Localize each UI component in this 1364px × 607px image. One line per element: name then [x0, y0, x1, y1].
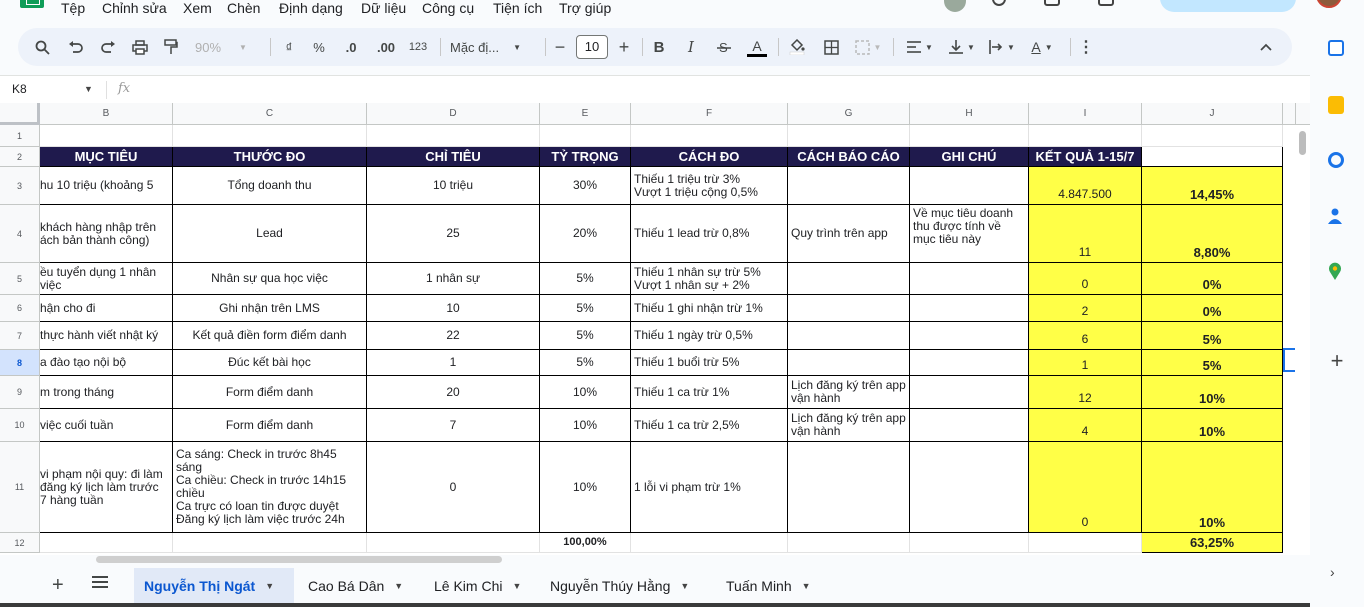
result-score-cell[interactable]: 10% — [1142, 376, 1283, 409]
table-cell[interactable]: Thiếu 1 nhân sự trừ 5% Vượt 1 nhân sự + 2% — [631, 263, 788, 295]
table-cell[interactable]: Ca sáng: Check in trước 8h45 sáng Ca chiều: Check in trước 14h15 chiều Ca trực có loan tin được duyệt Đăng ký lịch làm việc trước 24h — [173, 442, 367, 533]
row-header[interactable]: 7 — [0, 322, 40, 350]
undo-icon[interactable] — [65, 28, 85, 66]
chevron-down-icon: ▼ — [925, 42, 933, 52]
menu-extensions[interactable]: Tiện ích — [493, 0, 543, 16]
chevron-down-icon: ▼ — [239, 42, 247, 52]
table-cell[interactable]: Quy trình trên app — [788, 205, 910, 263]
table-cell[interactable]: hận cho đi — [40, 295, 173, 322]
vertical-scrollbar[interactable] — [1296, 125, 1310, 555]
add-sheet-icon[interactable]: + — [52, 574, 64, 596]
toolbar-divider — [270, 38, 271, 56]
table-cell[interactable]: Form điểm danh — [173, 376, 367, 409]
table-cell[interactable]: Đúc kết bài học — [173, 350, 367, 376]
table-cell[interactable] — [788, 263, 910, 295]
share-button[interactable] — [1160, 0, 1296, 12]
row-header[interactable]: 8 — [0, 350, 40, 376]
table-cell[interactable]: Kết quả điền form điểm danh — [173, 322, 367, 350]
increase-font-size-button[interactable]: + — [618, 36, 630, 57]
chevron-down-icon: ▼ — [1007, 42, 1015, 52]
sheet-tab-label: Tuấn Minh — [726, 578, 792, 594]
calendar-icon[interactable] — [1328, 40, 1344, 56]
table-cell[interactable]: 1 nhân sự — [367, 263, 540, 295]
increase-decimal-label: .00 — [376, 39, 396, 55]
more-options-icon[interactable]: ⋮ — [1078, 39, 1094, 56]
sheet-tab-bar — [0, 566, 1310, 607]
table-cell[interactable] — [788, 167, 910, 205]
row-header[interactable]: 4 — [0, 205, 40, 263]
table-cell[interactable]: Thiếu 1 triệu trừ 3% Vượt 1 triệu cộng 0,5% — [631, 167, 788, 205]
decrease-decimal-button[interactable] — [340, 28, 362, 66]
table-header-cell[interactable]: THƯỚC ĐO — [173, 147, 367, 167]
table-cell[interactable]: 1 — [367, 350, 540, 376]
table-cell[interactable]: 7 — [367, 409, 540, 442]
font-size-input[interactable]: 10 — [576, 35, 608, 59]
text-color-label: A — [752, 38, 762, 54]
table-header-cell[interactable]: TỶ TRỌNG — [540, 147, 631, 167]
side-panel — [1310, 22, 1364, 607]
table-cell[interactable]: 5% — [540, 322, 631, 350]
paint-format-icon[interactable] — [161, 28, 181, 66]
tasks-icon[interactable] — [1328, 152, 1344, 168]
table-cell[interactable] — [910, 295, 1029, 322]
menu-bar — [0, 0, 1364, 22]
grid-cell[interactable] — [1142, 125, 1283, 147]
zoom-value: 90% — [195, 39, 222, 55]
vertical-align-icon[interactable] — [944, 28, 980, 66]
grid-cell[interactable] — [40, 125, 173, 147]
chevron-down-icon[interactable]: ▼ — [394, 581, 404, 591]
menu-file[interactable]: Tệp — [61, 0, 86, 16]
row-header[interactable]: 9 — [0, 376, 40, 409]
decrease-decimal-label: .0 — [345, 39, 357, 55]
text-wrap-icon[interactable] — [984, 28, 1020, 66]
menu-edit[interactable]: Chỉnh sửa — [102, 0, 167, 16]
result-score-cell[interactable]: 14,45% — [1142, 167, 1283, 205]
toolbar-divider — [1070, 38, 1071, 56]
menu-format[interactable]: Định dạng — [279, 0, 343, 16]
chevron-down-icon[interactable]: ▼ — [265, 581, 275, 591]
menu-tools[interactable]: Công cụ — [422, 0, 475, 16]
number-format-button[interactable]: 123 — [408, 41, 428, 53]
row-header[interactable]: 12 — [0, 533, 40, 553]
table-cell[interactable]: khách hàng nhập trên ách bản thành công) — [40, 205, 173, 263]
fill-color-icon[interactable] — [786, 28, 808, 66]
column-header[interactable]: H — [910, 103, 1029, 125]
table-cell[interactable]: Thiếu 1 ngày trừ 0,5% — [631, 322, 788, 350]
text-rotation-glyph: A — [1031, 39, 1041, 55]
result-score-cell[interactable]: 10% — [1142, 442, 1283, 533]
menu-insert[interactable]: Chèn — [227, 0, 261, 16]
table-cell[interactable] — [910, 376, 1029, 409]
table-cell[interactable] — [910, 350, 1029, 376]
all-sheets-menu-icon[interactable] — [92, 576, 108, 590]
toolbar-divider — [642, 38, 643, 56]
table-header-cell[interactable]: MỤC TIÊU — [40, 147, 173, 167]
table-cell[interactable]: Form điểm danh — [173, 409, 367, 442]
table-cell[interactable]: a đào tạo nội bộ — [40, 350, 173, 376]
chevron-down-icon[interactable]: ▼ — [84, 84, 93, 94]
table-cell[interactable] — [788, 442, 910, 533]
search-icon[interactable] — [32, 28, 52, 66]
table-cell[interactable]: Tổng doanh thu — [173, 167, 367, 205]
row-header[interactable]: 2 — [0, 147, 40, 167]
chevron-down-icon[interactable]: ▼ — [801, 581, 811, 591]
grid-cell[interactable] — [631, 533, 788, 553]
table-cell[interactable]: Nhân sự qua học việc — [173, 263, 367, 295]
column-header[interactable]: D — [367, 103, 540, 125]
table-cell[interactable]: 20% — [540, 205, 631, 263]
taskbar-edge — [0, 603, 1364, 607]
table-cell[interactable] — [788, 295, 910, 322]
comments-icon[interactable] — [1044, 0, 1060, 6]
grid-cell[interactable] — [910, 533, 1029, 553]
grid-cell[interactable] — [40, 533, 173, 553]
grid-cell[interactable] — [367, 125, 540, 147]
sheet-tab-label: Nguyễn Thúy Hằng — [550, 578, 671, 594]
history-icon[interactable] — [992, 0, 1006, 6]
table-cell[interactable]: Thiếu 1 ca trừ 1% — [631, 376, 788, 409]
result-score-cell[interactable]: 8,80% — [1142, 205, 1283, 263]
keep-icon[interactable] — [1328, 96, 1344, 114]
table-cell[interactable]: 5% — [540, 263, 631, 295]
chevron-down-icon: ▼ — [1044, 42, 1053, 52]
horizontal-align-icon[interactable] — [902, 28, 938, 66]
text-color-button[interactable] — [746, 28, 768, 66]
table-cell[interactable]: 20 — [367, 376, 540, 409]
select-all-corner[interactable] — [0, 103, 40, 125]
contacts-icon[interactable] — [1328, 208, 1342, 224]
table-cell[interactable]: 10% — [540, 409, 631, 442]
table-cell[interactable]: 10 — [367, 295, 540, 322]
redo-icon[interactable] — [98, 28, 118, 66]
table-cell[interactable] — [788, 322, 910, 350]
table-cell[interactable]: 22 — [367, 322, 540, 350]
toolbar — [18, 28, 1292, 66]
sheet-tab[interactable] — [716, 568, 824, 604]
grid-cell[interactable] — [788, 533, 910, 553]
chevron-down-icon: ▼ — [873, 42, 882, 52]
column-header[interactable]: I — [1029, 103, 1142, 125]
zoom-select[interactable] — [190, 28, 252, 66]
menu-data[interactable]: Dữ liệu — [361, 0, 407, 16]
sheet-tab-label: Cao Bá Dân — [308, 578, 385, 594]
table-cell[interactable]: Lịch đăng ký trên app vận hành — [788, 409, 910, 442]
toolbar-divider — [778, 38, 779, 56]
row-header[interactable]: 6 — [0, 295, 40, 322]
toolbar-divider — [893, 38, 894, 56]
table-header-cell[interactable]: KẾT QUẢ 1-15/7 — [1029, 147, 1142, 167]
table-header-cell[interactable]: CÁCH ĐO — [631, 147, 788, 167]
table-cell[interactable]: Thiếu 1 buổi trừ 5% — [631, 350, 788, 376]
horizontal-scrollbar-thumb[interactable] — [96, 556, 502, 563]
result-value-cell[interactable]: 0 — [1029, 442, 1142, 533]
table-cell[interactable] — [910, 442, 1029, 533]
table-cell[interactable]: thực hành viết nhật ký — [40, 322, 173, 350]
table-cell[interactable]: việc cuối tuần — [40, 409, 173, 442]
grid-cell[interactable] — [910, 125, 1029, 147]
result-score-cell[interactable]: 0% — [1142, 295, 1283, 322]
column-header[interactable] — [1283, 103, 1296, 125]
table-header-cell[interactable]: CÁCH BÁO CÁO — [788, 147, 910, 167]
table-cell[interactable]: Lead — [173, 205, 367, 263]
table-header-cell[interactable] — [1142, 147, 1283, 167]
column-header[interactable]: E — [540, 103, 631, 125]
formula-bar — [0, 75, 1310, 103]
result-value-cell[interactable]: 4.847.500 — [1029, 167, 1142, 205]
increase-decimal-button[interactable] — [373, 28, 399, 66]
spreadsheet-grid[interactable] — [0, 103, 1310, 555]
column-header[interactable]: J — [1142, 103, 1283, 125]
vertical-scrollbar-thumb[interactable] — [1299, 131, 1306, 155]
sheet-tab[interactable] — [134, 568, 294, 604]
table-cell[interactable]: m trong tháng — [40, 376, 173, 409]
table-cell[interactable]: Thiếu 1 ghi nhận trừ 1% — [631, 295, 788, 322]
result-value-cell[interactable]: 1 — [1029, 350, 1142, 376]
result-value-cell[interactable]: 12 — [1029, 376, 1142, 409]
table-cell[interactable]: vi phạm nội quy: đi làm đăng ký lịch làm trước 7 hàng tuần — [40, 442, 173, 533]
menu-help[interactable]: Trợ giúp — [559, 0, 612, 16]
collaborator-avatar-icon[interactable] — [944, 0, 966, 12]
table-cell[interactable] — [788, 350, 910, 376]
print-icon[interactable] — [130, 28, 150, 66]
table-cell[interactable]: 5% — [540, 295, 631, 322]
table-cell[interactable]: 10% — [540, 376, 631, 409]
result-score-cell[interactable]: 10% — [1142, 409, 1283, 442]
table-cell[interactable]: Về mục tiêu doanh thu được tính về mục tiêu này — [910, 205, 1029, 263]
total-result-cell[interactable]: 63,25% — [1142, 533, 1283, 553]
table-cell[interactable]: Thiếu 1 ca trừ 2,5% — [631, 409, 788, 442]
row-header[interactable]: 3 — [0, 167, 40, 205]
table-header-cell[interactable]: GHI CHÚ — [910, 147, 1029, 167]
chevron-down-icon: ▼ — [513, 42, 522, 52]
merge-cells-icon[interactable] — [852, 28, 884, 66]
table-cell[interactable]: 30% — [540, 167, 631, 205]
italic-button[interactable]: I — [688, 38, 694, 56]
table-cell[interactable]: ều tuyển dụng 1 nhân việc — [40, 263, 173, 295]
table-cell[interactable] — [910, 409, 1029, 442]
table-cell[interactable] — [910, 322, 1029, 350]
user-avatar[interactable] — [1316, 0, 1342, 8]
chevron-down-icon[interactable]: ▼ — [512, 581, 522, 591]
table-cell[interactable]: 10% — [540, 442, 631, 533]
result-value-cell[interactable]: 0 — [1029, 263, 1142, 295]
collapse-toolbar-icon[interactable] — [1256, 28, 1276, 66]
currency-format-button[interactable]: ₫ — [285, 39, 293, 55]
column-header[interactable]: F — [631, 103, 788, 125]
grid-cell[interactable] — [540, 125, 631, 147]
sheet-tab-label: Lê Kim Chi — [434, 578, 503, 594]
result-value-cell[interactable]: 2 — [1029, 295, 1142, 322]
bold-button[interactable]: B — [653, 38, 665, 56]
table-cell[interactable]: Lịch đăng ký trên app vận hành — [788, 376, 910, 409]
table-cell[interactable] — [910, 167, 1029, 205]
column-header[interactable]: B — [40, 103, 173, 125]
get-addons-icon[interactable]: + — [1330, 348, 1344, 373]
grid-cell[interactable] — [173, 533, 367, 553]
table-cell[interactable]: 25 — [367, 205, 540, 263]
font-family-select[interactable] — [450, 28, 532, 66]
grid-cell[interactable] — [1029, 125, 1142, 147]
column-header[interactable]: C — [173, 103, 367, 125]
text-color-swatch — [747, 54, 767, 57]
table-cell[interactable] — [910, 263, 1029, 295]
result-value-cell[interactable]: 11 — [1029, 205, 1142, 263]
grid-cell[interactable] — [367, 533, 540, 553]
sheet-tab-label: Nguyễn Thị Ngát — [144, 578, 256, 594]
grid-cell[interactable] — [1029, 533, 1142, 553]
result-score-cell[interactable]: 5% — [1142, 322, 1283, 350]
text-rotation-icon[interactable] — [1024, 28, 1060, 66]
table-cell[interactable]: hu 10 triệu (khoảng 5 — [40, 167, 173, 205]
grid-cell[interactable] — [173, 125, 367, 147]
show-side-panel-icon[interactable]: › — [1330, 564, 1335, 580]
table-cell[interactable]: 5% — [540, 350, 631, 376]
result-score-cell[interactable]: 5% — [1142, 350, 1283, 376]
sheet-tab[interactable] — [424, 568, 532, 604]
column-headers — [0, 103, 1310, 125]
sheets-logo-icon[interactable] — [20, 0, 44, 8]
row-header[interactable]: 1 — [0, 125, 40, 147]
percent-format-button[interactable]: % — [313, 39, 325, 55]
chevron-down-icon: ▼ — [967, 42, 975, 52]
sheet-tab[interactable] — [298, 568, 416, 604]
row-header[interactable]: 11 — [0, 442, 40, 533]
row-header[interactable]: 10 — [0, 409, 40, 442]
sheet-tab[interactable] — [540, 568, 708, 604]
row-header[interactable]: 5 — [0, 263, 40, 295]
table-cell[interactable]: 10 triệu — [367, 167, 540, 205]
strikethrough-icon[interactable] — [714, 28, 734, 66]
meet-icon[interactable] — [1098, 0, 1114, 6]
decrease-font-size-button[interactable]: − — [554, 36, 566, 57]
total-weight-cell[interactable]: 100,00% — [540, 533, 631, 553]
formula-bar-divider — [106, 81, 107, 99]
result-value-cell[interactable]: 6 — [1029, 322, 1142, 350]
table-cell[interactable]: 0 — [367, 442, 540, 533]
table-header-cell[interactable]: CHỈ TIÊU — [367, 147, 540, 167]
font-family-value: Mặc đị... — [450, 39, 500, 55]
chevron-down-icon[interactable]: ▼ — [680, 581, 690, 591]
selected-cell[interactable] — [1283, 348, 1295, 372]
column-header[interactable]: G — [788, 103, 910, 125]
svg-text:S: S — [719, 40, 728, 54]
result-value-cell[interactable]: 4 — [1029, 409, 1142, 442]
grid-cell[interactable] — [788, 125, 910, 147]
menu-view[interactable]: Xem — [183, 0, 212, 16]
table-cell[interactable]: Thiếu 1 lead trừ 0,8% — [631, 205, 788, 263]
maps-icon[interactable] — [1328, 262, 1342, 280]
toolbar-divider — [545, 38, 546, 56]
fx-icon: fx — [118, 81, 131, 96]
toolbar-divider — [440, 38, 441, 56]
table-cell[interactable]: Ghi nhận trên LMS — [173, 295, 367, 322]
borders-icon[interactable] — [820, 28, 842, 66]
grid-cell[interactable] — [631, 125, 788, 147]
table-cell[interactable]: 1 lỗi vi phạm trừ 1% — [631, 442, 788, 533]
result-score-cell[interactable]: 0% — [1142, 263, 1283, 295]
name-box[interactable]: K8 — [12, 82, 27, 96]
